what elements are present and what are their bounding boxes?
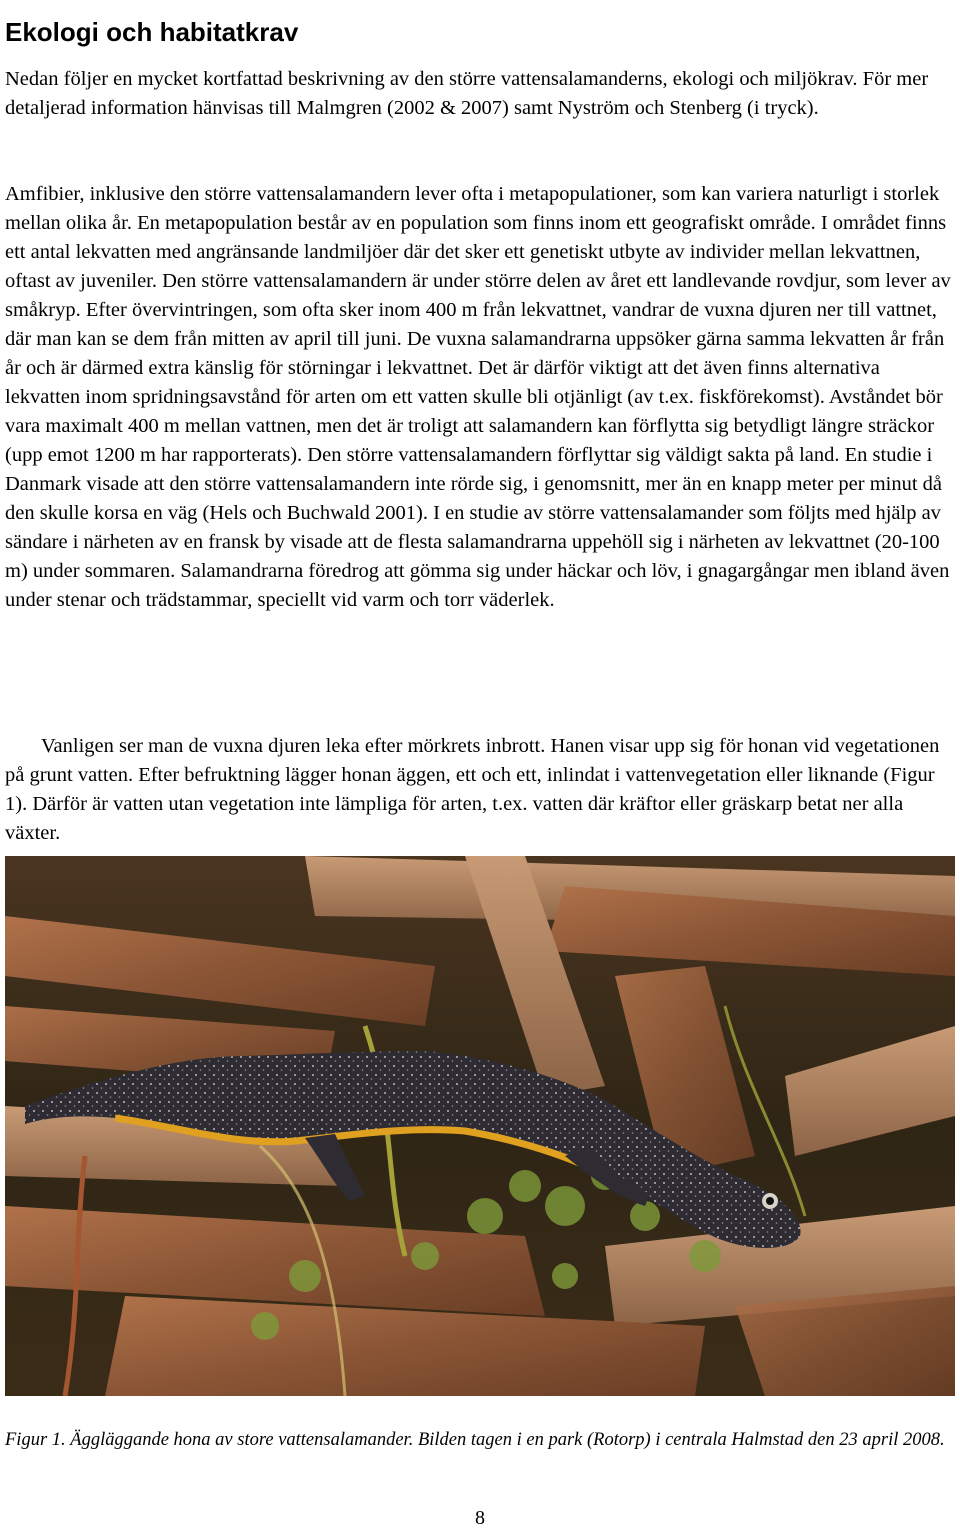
intro-paragraph: Nedan följer en mycket kortfattad beskrivning av den större vattensalamanderns, ekologi och miljökrav. För mer detaljerad information hänvisas till Malmgren (2002 & 2007) samt Nyström och Stenberg (i tryck). [5,67,929,119]
page-number: 8 [475,1507,485,1529]
figure-caption: Figur 1. Äggläggande hona av store vattensalamander. Bilden tagen i en park (Rotorp) i centrala Halmstad den 23 april 2008. [5,1429,945,1450]
section-heading: Ekologi och habitatkrav [5,17,299,48]
newt-photo [5,856,955,1396]
breeding-paragraph: Vanligen ser man de vuxna djuren leka efter mörkrets inbrott. Hanen visar upp sig för honan vid vegetationen på grunt vatten. Efter befruktning lägger honan äggen, ett och ett, inlindat i vattenvegetation eller liknande (Figur 1). Därför är vatten utan vegetation inte lämpliga för arten, t.ex. vatten där kräftor eller gräskarp betat ner alla växter. [5,734,940,844]
newt-photo-illustration [5,856,955,1396]
ecology-paragraph: Amfibier, inklusive den större vattensalamandern lever ofta i metapopulationer, som kan variera naturligt i storlek mellan olika år. En metapopulation består av en population som finns inom ett geografiskt område. I området finns ett antal lekvatten med angränsande landmiljöer där det sker ett genetiskt utbyte av individer mellan lekvattnen, oftast av juveniler. Den större vattensalamandern är under större delen av året ett landlevande rovdjur, som lever av småkryp. Efter övervintringen, som ofta sker inom 400 m från lekvattnet, vandrar de vuxna djuren ner till vattnet, där man kan se dem från mitten av april till juni. De vuxna salamandrarna uppsöker gärna samma lekvatten år från år och är därmed extra känslig för störningar i lekvattnet. Det är därför viktigt att det även finns alternativa lekvatten inom spridningsavstånd för arten om ett vatten skulle bli otjänligt (av t.ex. fiskförekomst). Avståndet bör vara maximalt 400 m mellan vattnen, men det är troligt att salamandern kan förflytta sig betydligt längre sträckor (upp emot 1200 m har rapporterats). Den större vattensalamandern förflyttar sig väldigt sakta på land. En studie i Danmark visade att den större vattensalamandern inte rörde sig, i genomsnitt, mer än en knapp meter per minut då den skulle korsa en väg (Hels och Buchwald 2001). I en studie av större vattensalamander som följts med hjälp av sändare i närheten av en fransk by visade att de flesta salamandrarna uppehöll sig i närheten av lekvattnet (20-100 m) under sommaren. Salamandrarna föredrog att gömma sig under häckar och löv, i gnagargångar men ibland även under stenar och trädstammar, speciellt vid varm och torr väderlek. [5,182,951,611]
